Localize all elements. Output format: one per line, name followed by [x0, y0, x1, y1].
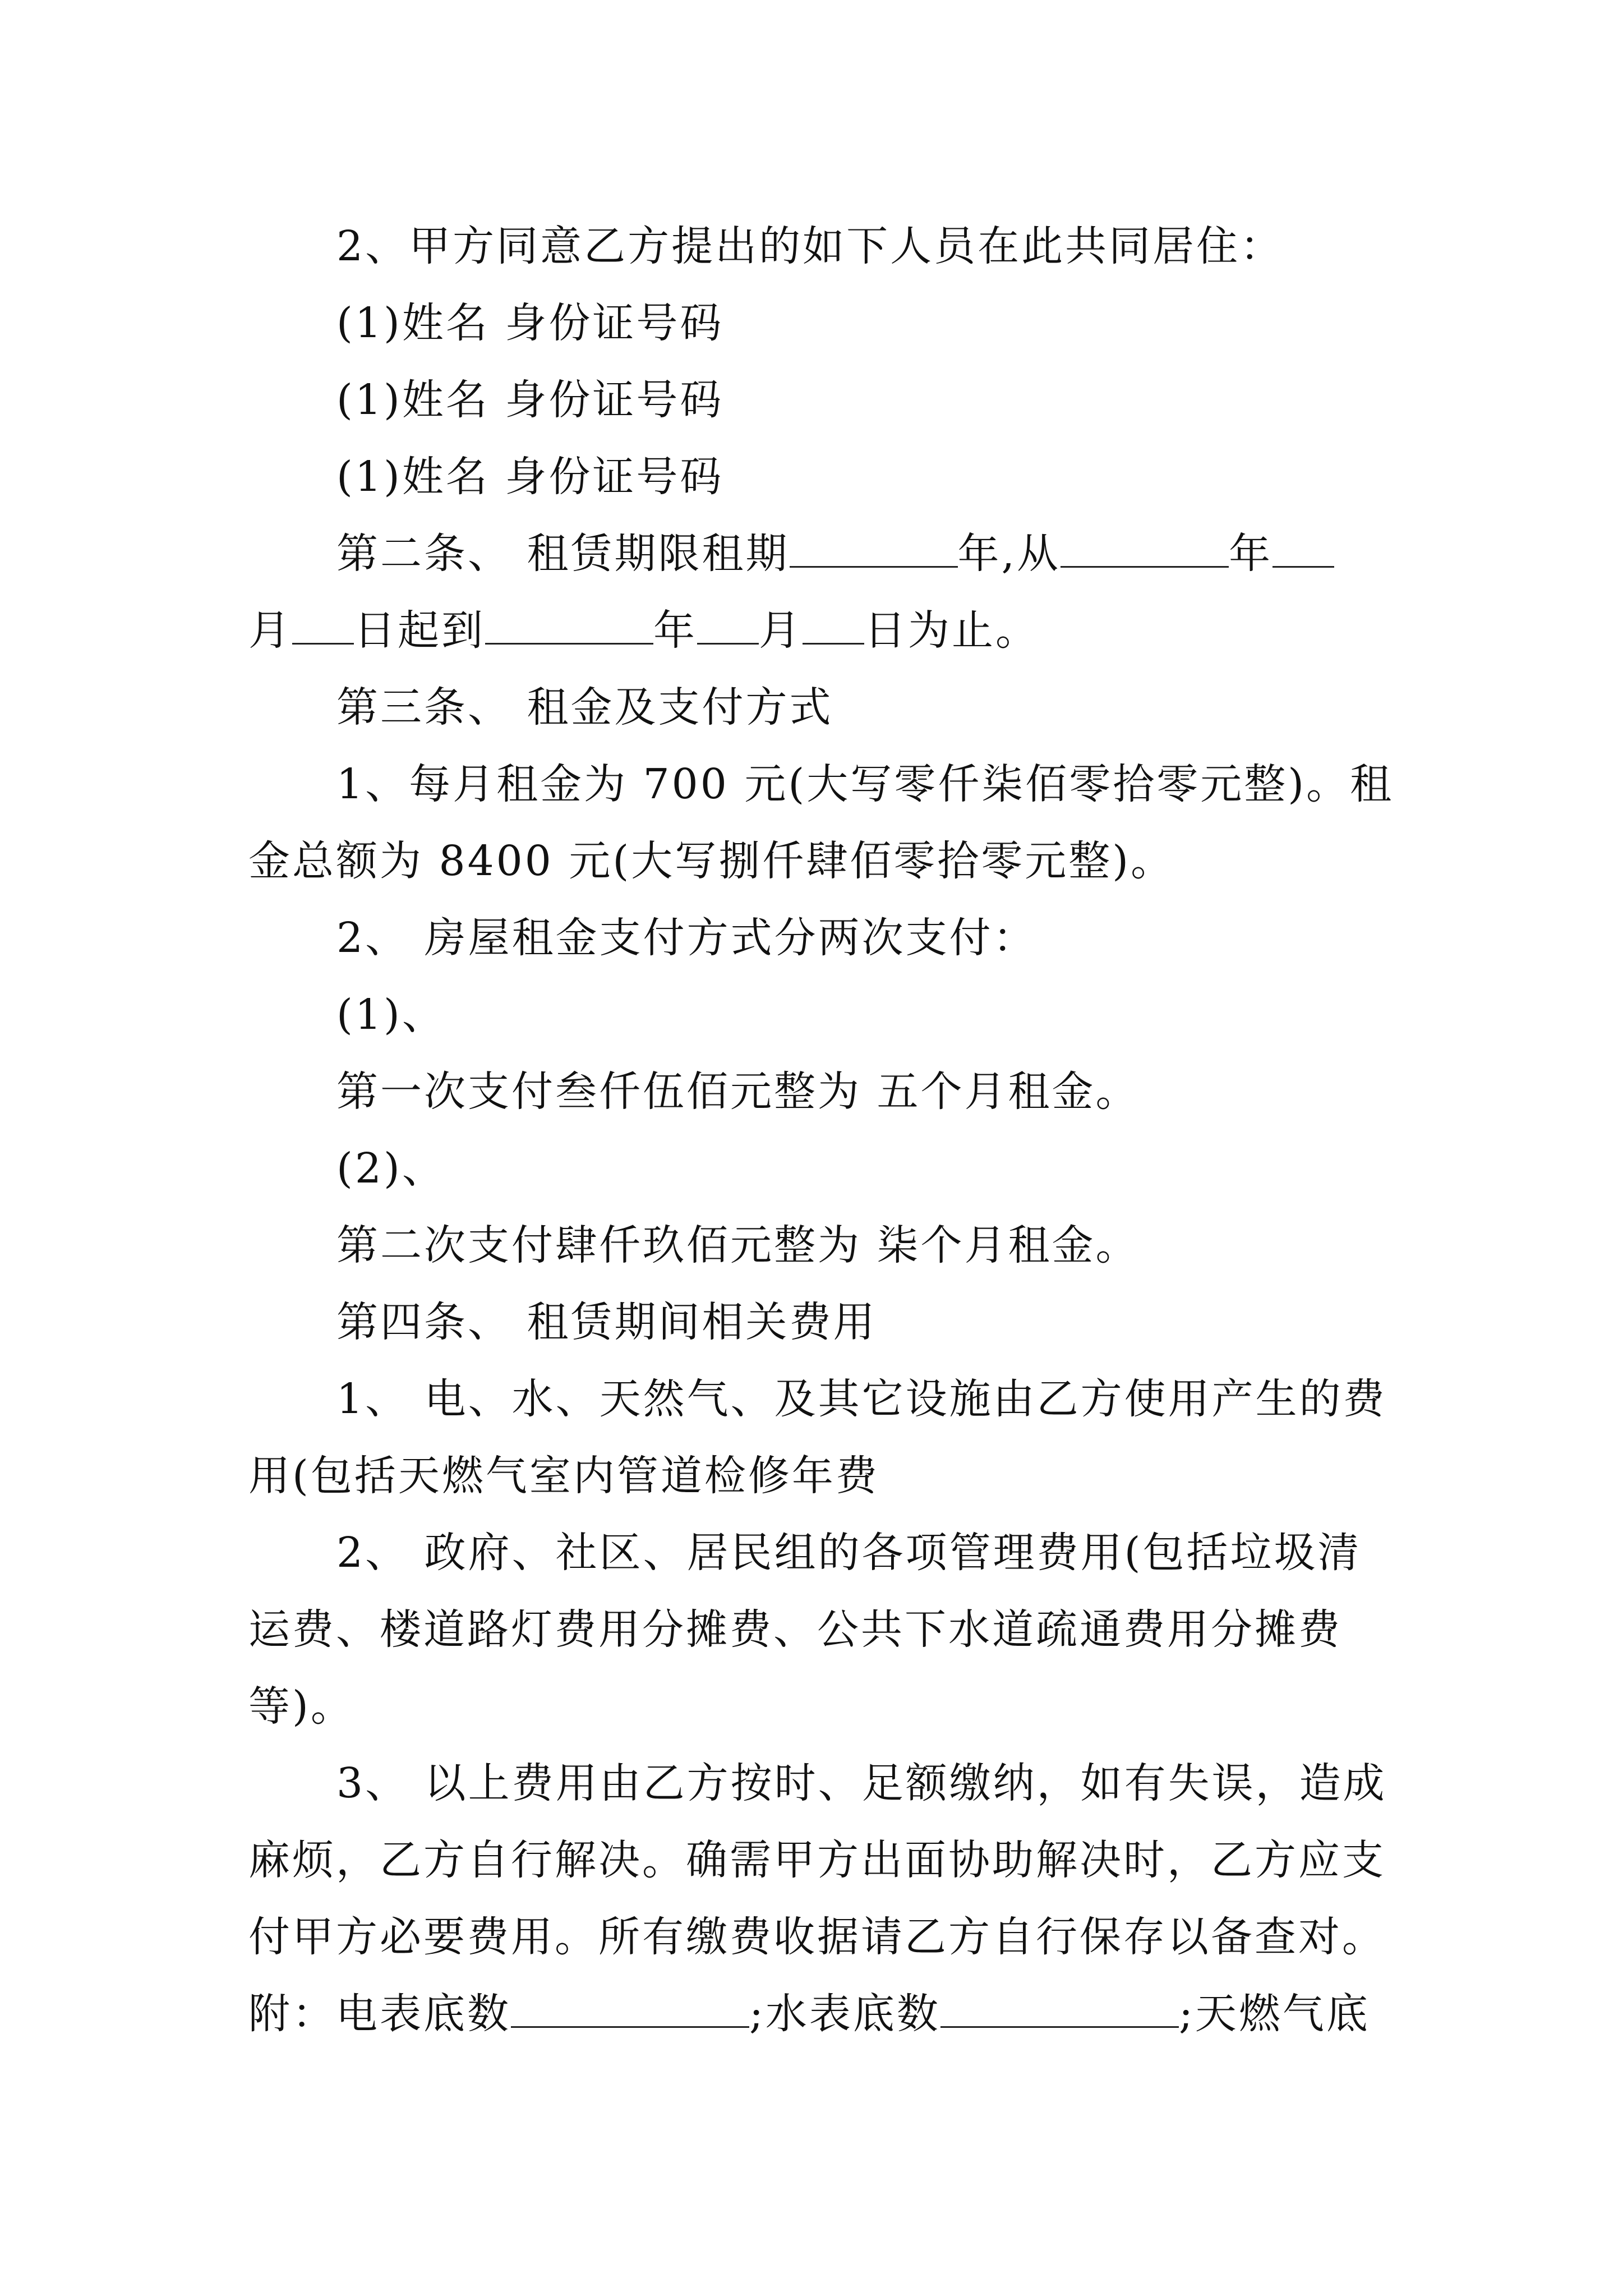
end-month-blank — [697, 608, 759, 645]
management-fees-text: 2、 政府、社区、居民组的各项管理费用(包括垃圾清 — [336, 1529, 1362, 1577]
payment-item-1-text: 第一次支付叁仟伍佰元整为 五个月租金。 — [336, 1068, 1140, 1116]
term-length-blank — [790, 531, 958, 568]
monthly-rent-text: 1、每月租金为 700 元(大写零仟柒佰零拾零元整)。租 — [336, 760, 1394, 808]
electric-meter-blank — [511, 1991, 749, 2028]
water-meter-label: ;水表底数 — [749, 1990, 940, 2038]
cohabitant-entry-2: (1)姓名 身份证号码 — [336, 376, 724, 424]
water-meter-blank — [940, 1991, 1179, 2028]
term-from-label: 年,从 — [957, 530, 1061, 578]
start-year-blank — [1061, 531, 1229, 568]
cohabitant-entry-3: (1)姓名 身份证号码 — [336, 453, 724, 501]
term-dates-line — [248, 604, 1039, 657]
management-fees-text-cont: 运费、楼道路灯费用分摊费、公共下水道疏通费用分摊费 — [248, 1605, 1342, 1654]
payment-method-text: 2、 房屋租金支付方式分两次支付： — [336, 914, 1037, 962]
end-year-label: 年 — [653, 606, 697, 655]
electric-meter-label: 附：电表底数 — [248, 1990, 511, 2038]
payment-item-2-text: 第二次支付肆仟玖佰元整为 柒个月租金。 — [336, 1221, 1140, 1269]
payment-item-2-label: (2)、 — [336, 1144, 446, 1193]
month-label: 月 — [248, 606, 292, 655]
clause-cohabitant-intro: 2、甲方同意乙方提出的如下人员在此共同居住： — [336, 222, 1284, 270]
year-label: 年 — [1229, 530, 1273, 578]
start-day-blank — [292, 608, 354, 645]
start-to-label: 日起到 — [354, 606, 485, 655]
gas-meter-label: ;天燃气底 — [1178, 1990, 1370, 2038]
start-month-blank — [1272, 531, 1334, 568]
utilities-clause-text: 1、 电、水、天然气、及其它设施由乙方使用产生的费 — [336, 1375, 1387, 1423]
article-four-heading: 第四条、 租赁期间相关费用 — [336, 1298, 877, 1346]
end-day-label: 日为止。 — [864, 606, 1039, 655]
end-month-label: 月 — [759, 606, 803, 655]
payment-responsibility-text-end: 付甲方必要费用。所有缴费收据请乙方自行保存以备查对。 — [248, 1913, 1386, 1961]
total-rent-text: 金总额为 8400 元(大写捌仟肆佰零拾零元整)。 — [248, 837, 1175, 885]
management-fees-text-end: 等)。 — [248, 1682, 354, 1731]
article-two-term-line — [336, 527, 1334, 581]
end-year-blank — [485, 608, 653, 645]
cohabitant-entry-1: (1)姓名 身份证号码 — [336, 299, 724, 347]
utilities-clause-text-cont: 用(包括天燃气室内管道检修年费 — [248, 1452, 879, 1500]
article-three-heading: 第三条、 租金及支付方式 — [336, 683, 833, 731]
payment-item-1-label: (1)、 — [336, 991, 446, 1039]
meter-readings-line — [248, 1987, 1370, 2041]
end-day-blank — [803, 608, 864, 645]
payment-responsibility-text-cont: 麻烦，乙方自行解决。确需甲方出面协助解决时，乙方应支 — [248, 1836, 1386, 1884]
article-two-heading: 第二条、 租赁期限租期 — [336, 530, 790, 578]
payment-responsibility-text: 3、 以上费用由乙方按时、足额缴纳，如有失误，造成 — [336, 1759, 1387, 1807]
